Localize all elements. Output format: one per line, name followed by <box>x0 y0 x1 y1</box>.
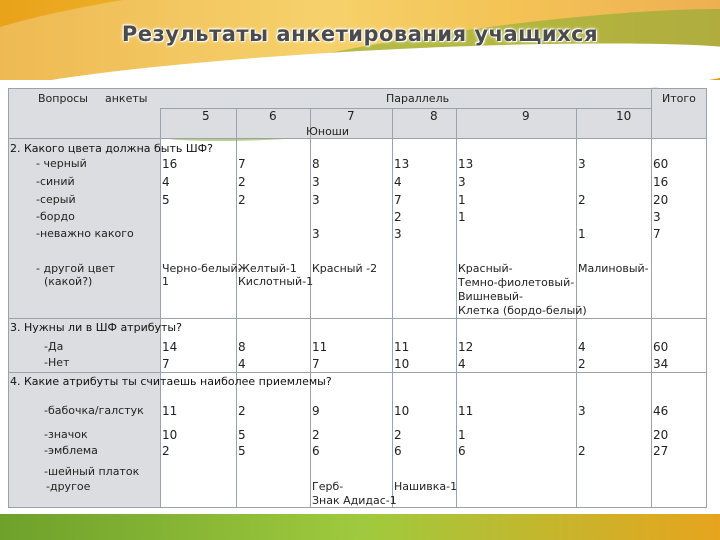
table-cell: 7 <box>312 357 320 371</box>
table-cell: -синий <box>36 175 75 188</box>
q3-title: 3. Нужны ли в ШФ атрибуты? <box>10 321 182 334</box>
table-cell: 20 <box>653 193 669 207</box>
table-cell: - другой цвет <box>36 262 115 275</box>
grade-7: 7 <box>347 109 355 123</box>
table-cell: 1 <box>162 275 169 288</box>
table-cell: 2 <box>162 444 170 458</box>
table-cell: 4 <box>578 340 586 354</box>
grade-5: 5 <box>202 109 210 123</box>
table-cell: 7 <box>162 357 170 371</box>
table-cell: 3 <box>312 175 320 189</box>
table-cell: -неважно какого <box>36 227 134 240</box>
table-cell: 20 <box>653 428 669 442</box>
table-cell: 16 <box>653 175 669 189</box>
table-cell: 2 <box>238 193 246 207</box>
table-cell: 5 <box>238 428 246 442</box>
table-cell: 8 <box>312 157 320 171</box>
footer-banner <box>0 514 720 540</box>
table-cell: 1 <box>458 210 466 224</box>
table-cell: 3 <box>458 175 466 189</box>
table-cell: -серый <box>36 193 76 206</box>
table-cell: 4 <box>458 357 466 371</box>
grade-10: 10 <box>616 109 632 123</box>
q2-title: 2. Какого цвета должна быть ШФ? <box>10 142 213 155</box>
table-cell: 2 <box>238 175 246 189</box>
table-cell: 4 <box>162 175 170 189</box>
table-cell: 16 <box>162 157 178 171</box>
table-cell: Герб- <box>312 480 344 493</box>
grade-9: 9 <box>522 109 530 123</box>
table-cell: 13 <box>458 157 474 171</box>
table-cell: 1 <box>458 428 466 442</box>
table-cell: 11 <box>394 340 410 354</box>
table-cell: -бабочка/галстук <box>44 404 144 417</box>
table-cell: 2 <box>394 428 402 442</box>
table-cell: 1 <box>458 193 466 207</box>
table-cell: 5 <box>238 444 246 458</box>
header-surveys: анкеты <box>105 92 148 105</box>
table-cell: 27 <box>653 444 669 458</box>
table-cell: Красный -2 <box>312 262 378 275</box>
table-cell: Знак Адидас-1 <box>312 494 397 507</box>
table-cell: Темно-фиолетовый- <box>458 276 575 289</box>
table-cell: 3 <box>578 157 586 171</box>
table-cell: 2 <box>312 428 320 442</box>
table-cell: 11 <box>458 404 474 418</box>
table-cell: 60 <box>653 157 669 171</box>
table-cell: 8 <box>238 340 246 354</box>
table-cell: 5 <box>162 193 170 207</box>
table-cell: 11 <box>162 404 178 418</box>
header-total: Итого <box>662 92 696 105</box>
header-parallel: Параллель <box>386 92 450 105</box>
table-cell: 7 <box>653 227 661 241</box>
table-cell: 11 <box>312 340 328 354</box>
table-cell: 60 <box>653 340 669 354</box>
table-cell: -бордо <box>36 210 75 223</box>
table-cell: 2 <box>238 404 246 418</box>
table-cell: -Нет <box>44 356 70 369</box>
table-cell: 34 <box>653 357 669 371</box>
table-cell: Нашивка-1 <box>394 480 458 493</box>
table-cell: 1 <box>578 227 586 241</box>
table-cell: 10 <box>162 428 178 442</box>
table-cell: 3 <box>653 210 661 224</box>
table-cell: 6 <box>458 444 466 458</box>
table-cell: -другое <box>46 480 91 493</box>
table-cell: Малиновый- <box>578 262 649 275</box>
table-cell: Клетка (бордо-белый) <box>458 304 587 317</box>
table-cell: 4 <box>238 357 246 371</box>
table-cell: Красный- <box>458 262 513 275</box>
table-cell: Черно-белый- <box>162 262 242 275</box>
table-cell: 12 <box>458 340 474 354</box>
page-title: Результаты анкетирования учащихся <box>121 22 599 46</box>
table-cell: 3 <box>394 227 402 241</box>
q4-title: 4. Какие атрибуты ты считаешь наиболее приемлемы? <box>10 375 332 388</box>
grade-8: 8 <box>430 109 438 123</box>
header-questions: Вопросы <box>38 92 88 105</box>
table-cell: 14 <box>162 340 178 354</box>
table-cell: 10 <box>394 357 410 371</box>
table-cell: 2 <box>578 357 586 371</box>
table-cell: 13 <box>394 157 410 171</box>
table-cell: 6 <box>312 444 320 458</box>
table-cell: Желтый-1 <box>238 262 297 275</box>
table-cell: 3 <box>578 404 586 418</box>
table-cell: 9 <box>312 404 320 418</box>
table-cell: 7 <box>238 157 246 171</box>
table-cell: Вишневый- <box>458 290 524 303</box>
table-cell: -Да <box>44 340 64 353</box>
table-cell: 2 <box>578 444 586 458</box>
table-cell: 7 <box>394 193 402 207</box>
table-cell: 2 <box>394 210 402 224</box>
table-cell: -эмблема <box>44 444 98 457</box>
table-cell: 10 <box>394 404 410 418</box>
table-cell: (какой?) <box>44 275 93 288</box>
table-cell: 3 <box>312 227 320 241</box>
table-cell: Кислотный-1 <box>238 275 314 288</box>
grade-6: 6 <box>269 109 277 123</box>
table-cell: - черный <box>36 157 87 170</box>
table-cell: 2 <box>578 193 586 207</box>
table-cell: 6 <box>394 444 402 458</box>
table-cell: 3 <box>312 193 320 207</box>
table-cell: -шейный платок <box>44 465 140 478</box>
table-cell: 46 <box>653 404 669 418</box>
table-cell: 4 <box>394 175 402 189</box>
header-boys: Юноши <box>306 125 350 138</box>
table-cell: -значок <box>44 428 88 441</box>
